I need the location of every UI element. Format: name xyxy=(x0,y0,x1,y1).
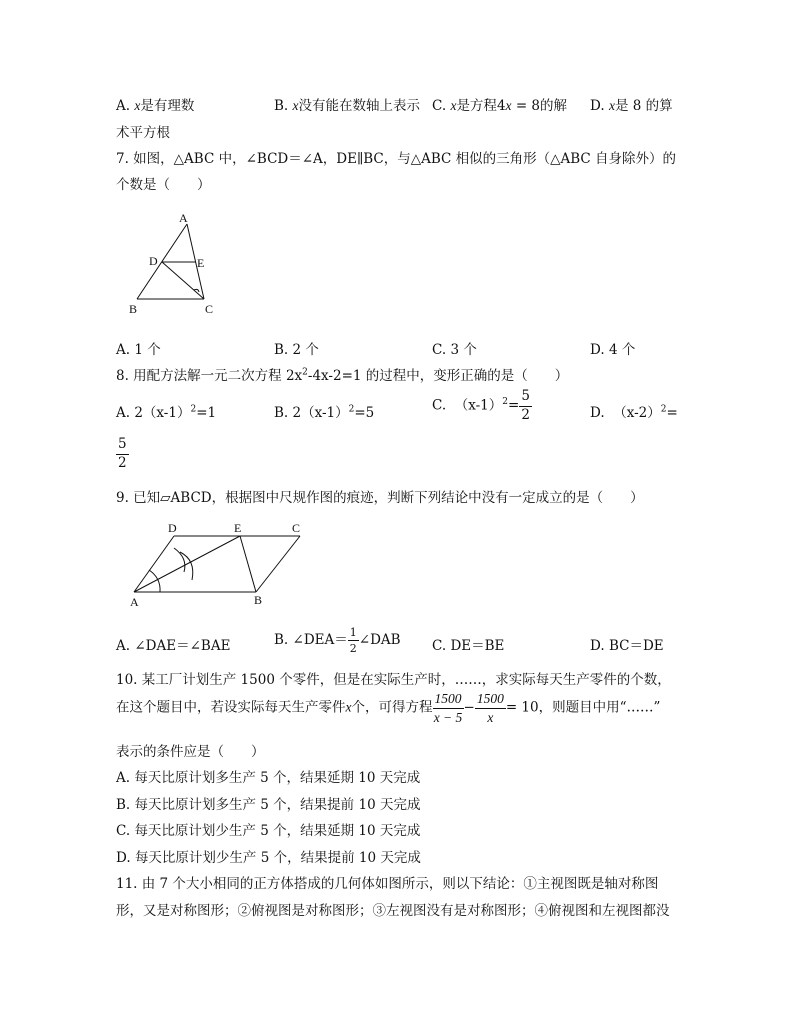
q9-label-c: C xyxy=(292,521,301,535)
q7-triangle-figure xyxy=(125,208,225,318)
q7-option-c: C. 3 个 xyxy=(432,342,477,358)
q8-option-c: C. $(x-1)^2=$ $\frac{5}{2}$ xyxy=(432,388,530,423)
q6-option-c: C. x是方程4x = 8的解 xyxy=(432,98,568,114)
q7-option-b: B. 2 个 xyxy=(274,342,319,358)
q9-label-d: D xyxy=(168,521,177,535)
q9-parallelogram-figure xyxy=(122,520,312,612)
q6-option-b: B. x没有能在数轴上表示 xyxy=(274,98,421,114)
q6-continuation: 术平方根 xyxy=(116,125,170,141)
q7-option-d: D. 4 个 xyxy=(590,342,636,358)
q7-stem-line1: 7. 如图，△ABC 中，∠BCD＝∠A，DE∥BC，与△ABC 相似的三角形（△ABC 自身除外）的 xyxy=(116,151,677,167)
q9-b-fraction: $\frac{1}{2}$ xyxy=(349,626,357,655)
q9-label-b: B xyxy=(254,593,263,607)
q9-label-a: A xyxy=(130,595,139,609)
q6-option-d: D. x是 8 的算 xyxy=(590,98,673,114)
q8-option-a: A. $2(x-1)^2=1$ xyxy=(116,404,217,421)
q11-stem-line2: 形，又是对称图形；②俯视图是对称图形；③左视图没有是对称图形；④俯视图和左视图都没 xyxy=(116,903,670,919)
q9-label-e: E xyxy=(234,521,242,535)
q7-label-a: A xyxy=(179,211,188,225)
q8-c-fraction: $\frac{5}{2}$ xyxy=(521,388,530,423)
q10-fraction-2: $\frac{1500}{x}$ xyxy=(476,691,504,725)
q9-option-d: D. BC＝DE xyxy=(590,638,664,654)
q10-stem-line3: 表示的条件应是（ ） xyxy=(116,744,265,760)
q7-label-b: B xyxy=(129,302,138,316)
q10-fraction-1: $\frac{1500}{x - 5}$ xyxy=(433,691,463,725)
q10-stem-line1: 10. 某工厂计划生产 1500 个零件，但是在实际生产时，……，求实际每天生产零件的个数， xyxy=(116,672,671,688)
q11-stem-line1: 11. 由 7 个大小相同的正方体搭成的几何体如图所示，则以下结论：①主视图既是轴对称图 xyxy=(116,876,659,892)
q9-option-b: B. ∠DEA＝ $\frac{1}{2}$ ∠DAB xyxy=(274,626,401,655)
q10-option-c: C. 每天比原计划少生产 5 个，结果延期 10 天完成 xyxy=(116,823,421,839)
q10-stem-line2: 在这个题目中，若设实际每天生产零件x个，可得方程 $\frac{1500}{x - 5}$ − $\frac{1500}{x}$ = 10，则题目中用“……” xyxy=(116,691,661,725)
q7-option-a: A. 1 个 xyxy=(116,342,161,358)
q8-stem: 8. 用配方法解一元二次方程 $2x^2-4x-2=1$ 的过程中，变形正确的是（ ） xyxy=(116,367,569,384)
q10-option-b: B. 每天比原计划多生产 5 个，结果提前 10 天完成 xyxy=(116,797,421,813)
q9-option-c: C. DE＝BE xyxy=(432,638,505,654)
q8-option-d: D. $(x-2)^2=$ xyxy=(590,404,678,421)
q7-label-d: D xyxy=(149,254,158,268)
q10-option-d: D. 每天比原计划少生产 5 个，结果提前 10 天完成 xyxy=(116,850,421,866)
q7-label-e: E xyxy=(197,256,205,270)
q7-label-c: C xyxy=(205,302,214,316)
q6-option-a: A. x是有理数 xyxy=(116,98,195,114)
q10-option-a: A. 每天比原计划多生产 5 个，结果延期 10 天完成 xyxy=(116,770,421,786)
q8-option-b: B. $2(x-1)^2=5$ xyxy=(274,404,375,421)
q7-stem-line2: 个数是（ ） xyxy=(116,177,211,193)
q9-stem: 9. 已知▱ABCD，根据图中尺规作图的痕迹，判断下列结论中没有一定成立的是（ ） xyxy=(116,490,644,506)
q8-d-fraction: $\frac{5}{2}$ xyxy=(118,436,127,471)
q9-option-a: A. ∠DAE＝∠BAE xyxy=(116,638,231,654)
